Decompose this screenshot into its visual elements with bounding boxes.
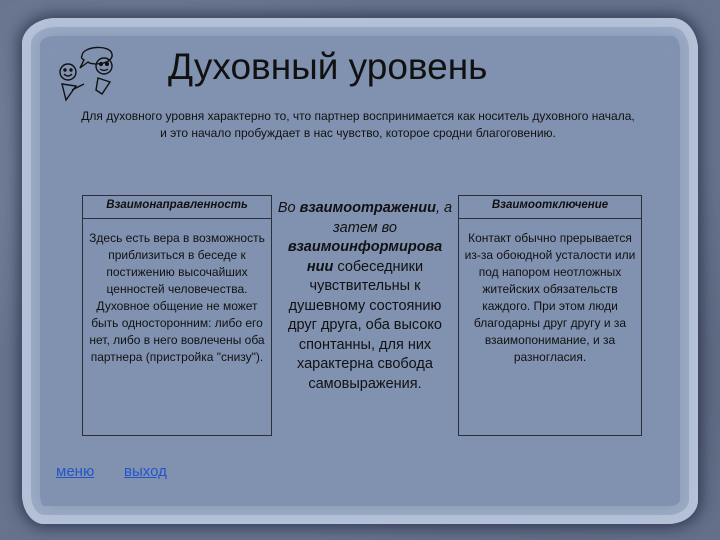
middle-column-text: [274, 199, 456, 394]
left-column-text: Здесь есть вера в возможность приблизиться в беседе к постижению высочайших ценностей человечества. Духовное общение не может быть односторонним: либо его нет, либо в него вовлечены оба партнера (пристройка "снизу").: [89, 231, 265, 364]
intro-text: Для духовного уровня характерно то, что партнер воспринимается как носитель духовного начала, и это начало пробуждает в нас чувство, которое сродни благоговению.: [81, 109, 635, 140]
right-column-header: Взаимоотключение: [491, 199, 609, 211]
menu-link[interactable]: меню: [56, 463, 95, 480]
middle-text-part-1: Во: [277, 200, 300, 216]
middle-text-part-3: собеседники чувствительны к душевному состоянию друг друга, оба высоко спонтанны, для них характерна свобода самовыражения.: [288, 258, 442, 392]
middle-term-informing: взаимоинформирова нии: [287, 239, 443, 275]
right-column-text: Контакт обычно прерывается из-за обоюдной усталости или под напором неотложных житейских обязательств каждого. При этом люди благодарны друг другу и за взаимопонимание, и за разногласия.: [464, 231, 636, 364]
exit-link[interactable]: выход: [124, 463, 167, 480]
page-title: Духовный уровень: [168, 46, 488, 87]
people-talking-doodle-icon: [52, 42, 132, 110]
middle-text-part-2: , а затем во: [333, 200, 453, 236]
left-column-header: Взаимонаправленность: [106, 199, 248, 211]
middle-term-mirroring: взаимоотражении: [299, 200, 436, 216]
